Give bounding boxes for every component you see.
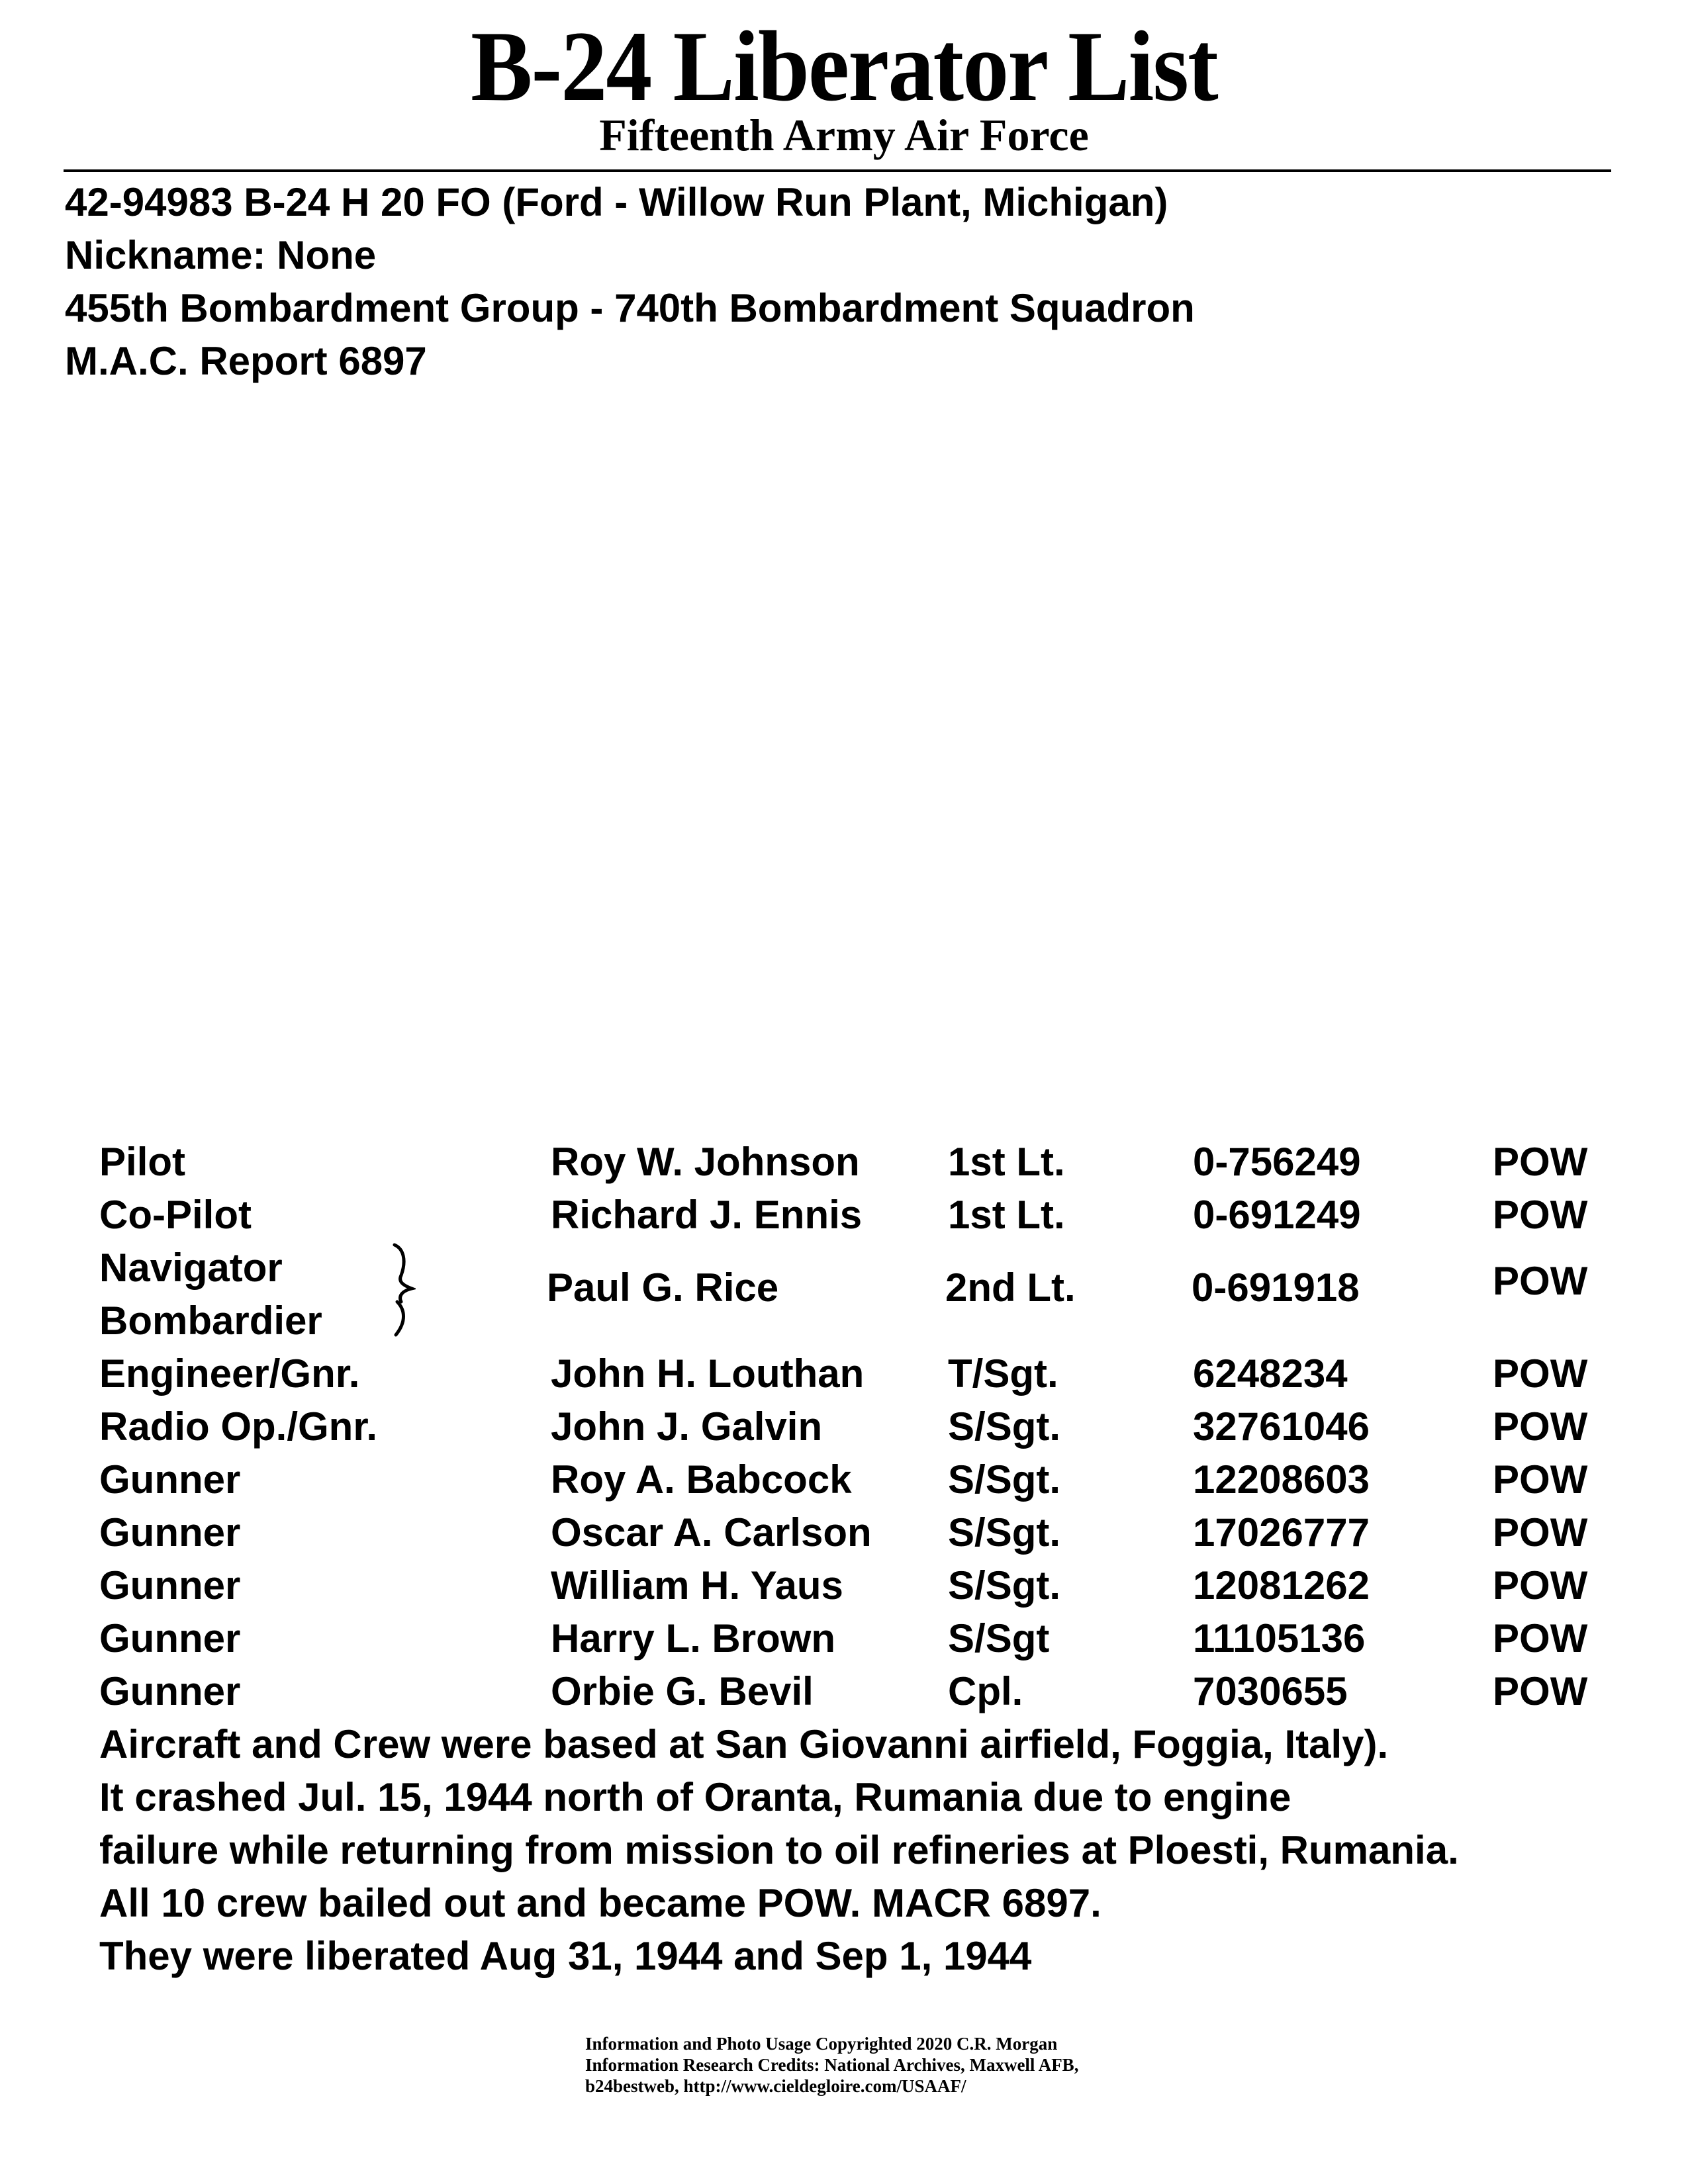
crew-name: John H. Louthan — [551, 1351, 865, 1396]
crew-name: Paul G. Rice — [547, 1265, 779, 1310]
crew-serial: 11105136 — [1193, 1616, 1366, 1661]
crew-position: Radio Op./Gnr. — [99, 1404, 378, 1449]
crew-status: POW — [1493, 1669, 1588, 1713]
crew-name: John J. Galvin — [551, 1404, 823, 1449]
crew-name: Harry L. Brown — [551, 1616, 836, 1661]
crew-serial: 0-691918 — [1192, 1265, 1360, 1310]
crew-status: POW — [1493, 1457, 1588, 1502]
crew-status: POW — [1493, 1193, 1588, 1237]
crew-status: POW — [1493, 1616, 1588, 1661]
crew-position-secondary: Bombardier — [99, 1298, 322, 1343]
crew-name: Roy W. Johnson — [551, 1140, 860, 1184]
crew-rank: 2nd Lt. — [945, 1265, 1076, 1310]
crew-rank: S/Sgt. — [948, 1404, 1061, 1449]
crew-serial: 12081262 — [1193, 1563, 1370, 1608]
narrative-line: failure while returning from mission to oil refineries at Ploesti, Rumania. — [99, 1828, 1459, 1872]
narrative-line: Aircraft and Crew were based at San Giovanni airfield, Foggia, Italy). — [99, 1722, 1389, 1766]
crew-status: POW — [1493, 1510, 1588, 1555]
crew-rank: S/Sgt. — [948, 1563, 1061, 1608]
crew-serial: 0-756249 — [1193, 1140, 1361, 1184]
crew-serial: 12208603 — [1193, 1457, 1370, 1502]
crew-name: Richard J. Ennis — [551, 1193, 863, 1237]
crew-rank: S/Sgt — [948, 1616, 1050, 1661]
nickname-line: Nickname: None — [65, 233, 377, 277]
crew-position: Gunner — [99, 1616, 241, 1661]
aircraft-serial-line: 42-94983 B-24 H 20 FO (Ford - Willow Run Plant, Michigan) — [65, 180, 1168, 224]
crew-status: POW — [1493, 1140, 1588, 1184]
narrative-line: All 10 crew bailed out and became POW. MACR 6897. — [99, 1881, 1102, 1925]
crew-position: Gunner — [99, 1457, 241, 1502]
crew-name: Orbie G. Bevil — [551, 1669, 814, 1713]
crew-serial: 6248234 — [1193, 1351, 1348, 1396]
crew-position: Gunner — [99, 1510, 241, 1555]
crew-rank: 1st Lt. — [948, 1140, 1065, 1184]
crew-serial: 0-691249 — [1193, 1193, 1361, 1237]
page-title: B-24 Liberator List — [471, 11, 1217, 122]
crew-rank: S/Sgt. — [948, 1510, 1061, 1555]
crew-position: Gunner — [99, 1563, 241, 1608]
crew-position: Navigator — [99, 1246, 283, 1290]
crew-status: POW — [1493, 1404, 1588, 1449]
header-rule — [64, 169, 1611, 172]
crew-serial: 17026777 — [1193, 1510, 1370, 1555]
crew-status: POW — [1493, 1563, 1588, 1608]
macr-report-line: M.A.C. Report 6897 — [65, 339, 427, 383]
narrative-line: They were liberated Aug 31, 1944 and Sep 1, 1944 — [99, 1934, 1032, 1978]
crew-name: Oscar A. Carlson — [551, 1510, 872, 1555]
crew-position: Engineer/Gnr. — [99, 1351, 360, 1396]
group-squadron-line: 455th Bombardment Group - 740th Bombardment Squadron — [65, 286, 1195, 330]
copyright-line: Information and Photo Usage Copyrighted 2020 C.R. Morgan — [585, 2034, 1058, 2054]
crew-name: Roy A. Babcock — [551, 1457, 852, 1502]
brace-icon — [389, 1241, 416, 1340]
crew-name: William H. Yaus — [551, 1563, 843, 1608]
research-credits-line: Information Research Credits: National Archives, Maxwell AFB, — [585, 2055, 1079, 2075]
narrative-line: It crashed Jul. 15, 1944 north of Oranta, Rumania due to engine — [99, 1775, 1291, 1819]
crew-rank: S/Sgt. — [948, 1457, 1061, 1502]
crew-position: Pilot — [99, 1140, 185, 1184]
page-subtitle: Fifteenth Army Air Force — [599, 110, 1089, 160]
crew-rank: 1st Lt. — [948, 1193, 1065, 1237]
crew-serial: 7030655 — [1193, 1669, 1348, 1713]
crew-rank: T/Sgt. — [948, 1351, 1058, 1396]
sources-line: b24bestweb, http://www.cieldegloire.com/USAAF/ — [585, 2076, 966, 2096]
crew-serial: 32761046 — [1193, 1404, 1370, 1449]
crew-status: POW — [1493, 1259, 1588, 1303]
crew-position: Gunner — [99, 1669, 241, 1713]
crew-rank: Cpl. — [948, 1669, 1023, 1713]
crew-status: POW — [1493, 1351, 1588, 1396]
crew-position: Co-Pilot — [99, 1193, 252, 1237]
